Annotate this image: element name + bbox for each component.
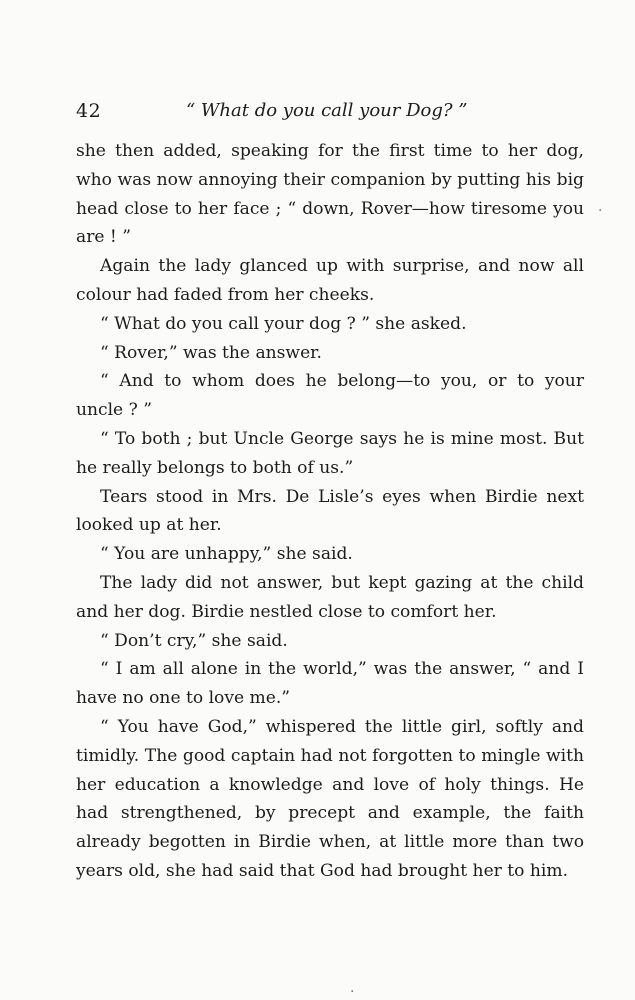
paragraph: Again the lady glanced up with surprise, and now all colour had faded from her cheeks. (76, 256, 584, 305)
paragraph: “ To both ; but Uncle George says he is mine most. But he really belongs to both of us.” (76, 428, 584, 478)
paragraph: Tears stood in Mrs. De Lisle’s eyes when Birdie next looked up at her. (76, 486, 584, 536)
paragraph-continuation: she then added, speaking for the first time to her dog, who was now annoying their companion by putting his big head close to her face ; “ down, Rover—how tiresome you are ! ” (76, 141, 584, 248)
print-speck: · (598, 203, 603, 219)
print-speck: · (350, 984, 355, 1000)
running-title: “ What do you call your Dog? ” (186, 100, 468, 121)
paragraph: “ Don’t cry,” she said. (100, 630, 288, 651)
paragraph: “ What do you call your dog ? ” she asked. (100, 313, 467, 334)
paragraph: The lady did not answer, but kept gazing at the child and her dog. Birdie nestled close to comfort her. (76, 572, 584, 622)
paragraph: “ And to whom does he belong—to you, or to your uncle ? ” (76, 371, 584, 421)
page-number: 42 (76, 100, 102, 122)
paragraph: “ I am all alone in the world,” was the answer, “ and I have no one to love me.” (76, 659, 584, 709)
paragraph: “ You have God,” whispered the little girl, softly and timidly. The good captain had not forgotten to mingle with her education a knowledge and love of holy things. He had strengthened, by precept and example, the faith already begotten in Birdie when, at little more than two years old, she had said that God had brought her to him. (76, 716, 584, 881)
page-body (76, 137, 584, 886)
page-header (0, 100, 635, 124)
paragraph: “ Rover,” was the answer. (100, 342, 322, 363)
paragraph: “ You are unhappy,” she said. (100, 544, 353, 565)
